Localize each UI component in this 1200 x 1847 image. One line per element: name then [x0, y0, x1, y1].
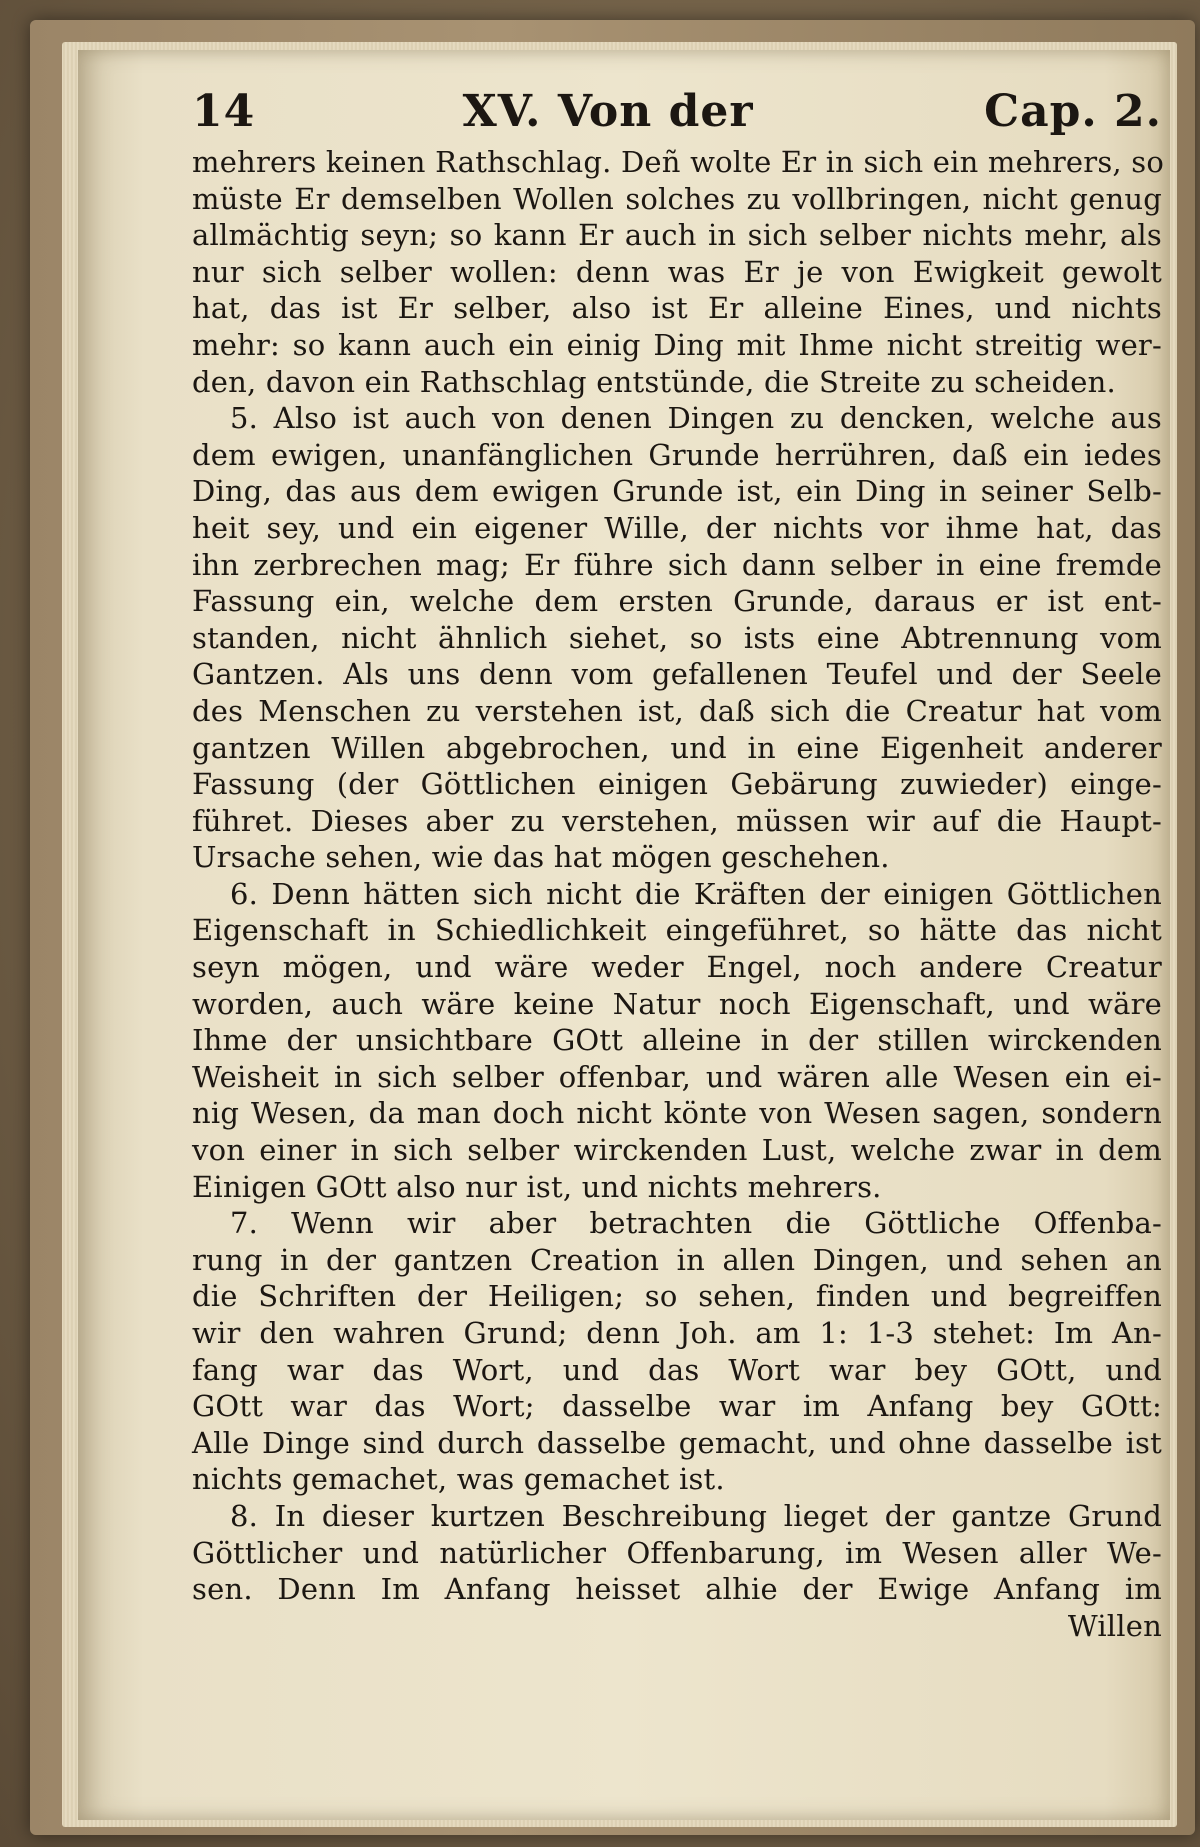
text-line: wir den wahren Grund; denn Joh. am 1: 1-3 stehet: Im An-	[192, 1316, 1162, 1350]
text-line: 8. In dieser kurtzen Beschreibung lieget der gantze Grund	[230, 1498, 1162, 1533]
text-line: des Menschen zu verstehen ist, daß sich die Creatur hat vom	[192, 693, 1162, 728]
text-line: von einer in sich selber wirckenden Lust, welche zwar in dem	[192, 1133, 1162, 1168]
text-line: standen, nicht ähnlich siehet, so ists eine Abtrennung vom	[192, 620, 1162, 655]
page-number: 14	[192, 86, 256, 137]
text-line: Ursache sehen, wie das hat mögen geschehen.	[192, 840, 890, 875]
text-line: gantzen Willen abgebrochen, und in eine Eigenheit anderer	[192, 730, 1162, 765]
text-line: hat, das ist Er selber, also ist Er alleine Eines, und nichts	[192, 291, 1162, 326]
text-line: ihn zerbrechen mag; Er führe sich dann selber in eine fremde	[192, 547, 1162, 582]
text-line: Weisheit in sich selber offenbar, und wären alle Wesen ein ei-	[192, 1059, 1162, 1094]
text-line: Fassung (der Göttlichen einigen Gebärung zuwieder) einge-	[192, 767, 1162, 802]
text-line: Gantzen. Als uns denn vom gefallenen Teufel und der Seele	[192, 657, 1162, 692]
text-line: seyn mögen, und wäre weder Engel, noch andere Creatur	[192, 950, 1162, 985]
text-line: müste Er demselben Wollen solches zu vollbringen, nicht genug	[192, 181, 1162, 216]
text-line: Alle Dinge sind durch dasselbe gemacht, und ohne dasselbe ist	[192, 1425, 1162, 1460]
chapter-label: Cap. 2.	[984, 86, 1162, 137]
text-line: nur sich selber wollen: denn was Er je von Ewigkeit gewolt	[192, 254, 1162, 289]
text-line: Willen	[1067, 1608, 1162, 1643]
text-line: GOtt war das Wort; dasselbe war im Anfang bey GOtt:	[192, 1389, 1162, 1424]
text-line: Fassung ein, welche dem ersten Grunde, daraus er ist ent-	[192, 584, 1162, 619]
text-line: Ding, das aus dem ewigen Grunde ist, ein Ding in seiner Selb-	[192, 474, 1162, 509]
text-line: dem ewigen, unanfänglichen Grunde herrühren, daß ein iedes	[192, 437, 1162, 472]
text-line: Einigen GOtt also nur ist, und nichts mehrers.	[192, 1169, 882, 1204]
text-line: führet. Dieses aber zu verstehen, müssen wir auf die Haupt-	[192, 803, 1162, 838]
text-line: worden, auch wäre keine Natur noch Eigenschaft, und wäre	[192, 986, 1162, 1021]
page-header	[192, 80, 1162, 144]
text-line: rung in der gantzen Creation in allen Dingen, und sehen an	[192, 1242, 1162, 1277]
text-line: die Schriften der Heiligen; so sehen, finden und begreiffen	[192, 1279, 1162, 1314]
text-line: nichts gemachet, was gemachet ist.	[192, 1462, 725, 1497]
text-line: Göttlicher und natürlicher Offenbarung, im Wesen aller We-	[192, 1535, 1162, 1570]
text-line: Ihme der unsichtbare GOtt alleine in der stillen wirckenden	[192, 1023, 1162, 1058]
body-text	[192, 144, 1162, 1644]
text-line: nig Wesen, da man doch nicht könte von Wesen sagen, sondern	[192, 1096, 1162, 1131]
text-line: allmächtig seyn; so kann Er auch in sich selber nichts mehr, als	[192, 218, 1162, 253]
text-line: fang war das Wort, und das Wort war bey GOtt, und	[192, 1352, 1162, 1387]
text-line: den, davon ein Rathschlag entstünde, die Streite zu scheiden.	[192, 364, 1116, 399]
text-line: heit sey, und ein eigener Wille, der nichts vor ihme hat, das	[192, 510, 1162, 545]
text-line: sen. Denn Im Anfang heisset alhie der Ewige Anfang im	[192, 1572, 1162, 1607]
running-title: XV. Von der	[462, 86, 754, 137]
text-line: 5. Also ist auch von denen Dingen zu dencken, welche aus	[230, 401, 1162, 436]
text-line: Eigenschaft in Schiedlichkeit eingeführet, so hätte das nicht	[192, 913, 1162, 948]
text-line: 7. Wenn wir aber betrachten die Göttliche Offenba-	[230, 1206, 1162, 1241]
text-line: mehrers keinen Rathschlag. Deñ wolte Er in sich ein mehrers, so	[192, 145, 1164, 179]
text-line: mehr: so kann auch ein einig Ding mit Ihme nicht streitig wer-	[192, 327, 1162, 362]
text-line: 6. Denn hätten sich nicht die Kräften der einigen Göttlichen	[230, 876, 1162, 911]
text-block	[192, 80, 1162, 1644]
